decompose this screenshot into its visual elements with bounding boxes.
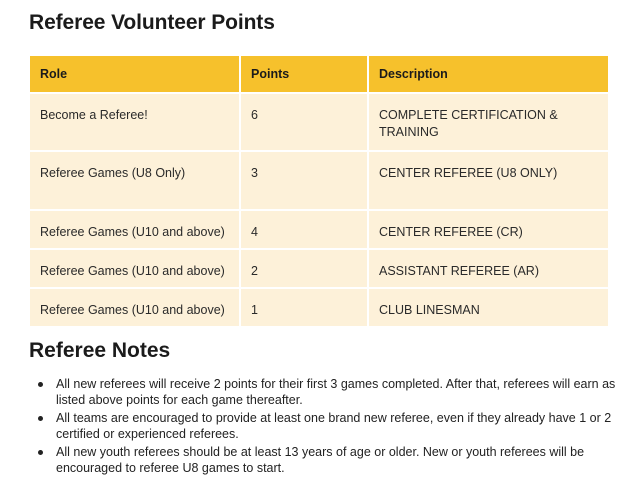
bullet-icon [38,416,43,421]
table-row [30,210,608,249]
description-cell: CENTER REFEREE (CR) [368,210,608,249]
role-cell: Referee Games (U10 and above) [30,288,240,326]
list-item [38,410,618,442]
note-text: All new referees will receive 2 points for their first 3 games completed. After that, referees will earn as listed above points for each game thereafter. [56,377,616,407]
table-row [30,288,608,326]
points-cell: 1 [240,288,368,326]
list-item [38,444,618,476]
description-cell: CLUB LINESMAN [368,288,608,326]
points-cell: 6 [240,93,368,151]
table-row [30,93,608,151]
role-cell: Referee Games (U10 and above) [30,249,240,288]
table-row [30,151,608,210]
note-text: All new youth referees should be at least 13 years of age or older. New or youth referees will be encouraged to referee U8 games to start. [56,445,585,475]
role-cell: Become a Referee! [30,93,240,151]
column-header-role: Role [30,56,240,93]
description-cell: ASSISTANT REFEREE (AR) [368,249,608,288]
notes-list [38,376,618,478]
points-cell: 3 [240,151,368,210]
points-cell: 2 [240,249,368,288]
note-text: All teams are encouraged to provide at least one brand new referee, even if they already have 1 or 2 certified or experienced referees. [56,411,612,441]
bullet-icon [38,450,43,455]
role-cell: Referee Games (U8 Only) [30,151,240,210]
page-title: Referee Volunteer Points [29,11,275,34]
description-cell: CENTER REFEREE (U8 ONLY) [368,151,608,210]
table-header-row [30,56,608,93]
table-row [30,249,608,288]
points-table [30,56,608,326]
bullet-icon [38,382,43,387]
column-header-points: Points [240,56,368,93]
list-item [38,376,618,408]
description-cell: COMPLETE CERTIFICATION & TRAINING [368,93,608,151]
column-header-description: Description [368,56,608,93]
points-cell: 4 [240,210,368,249]
role-cell: Referee Games (U10 and above) [30,210,240,249]
notes-title: Referee Notes [29,339,171,362]
